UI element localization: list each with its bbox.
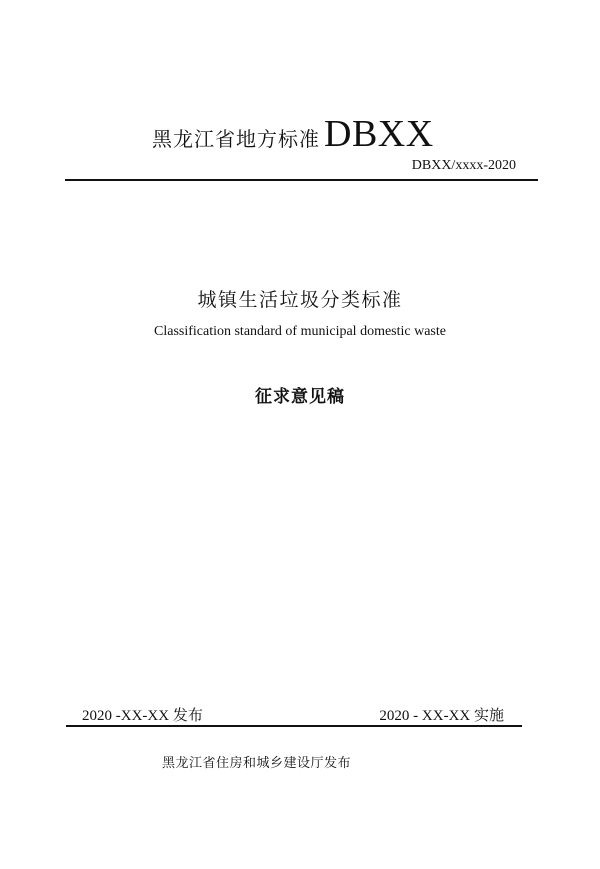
draft-status-label: 征求意见稿 [255,387,345,407]
publish-date: 2020 -XX-XX 发布 [82,708,203,724]
implementation-date: 2020 - XX-XX 实施 [379,708,504,724]
standard-header [152,112,434,156]
document-title: 城镇生活垃圾分类标准 [197,289,403,311]
footer-divider [66,725,522,727]
standard-code: DBXX [324,113,434,155]
standard-category: 黑龙江省地方标准 [152,127,320,151]
header-divider [65,179,538,181]
issuing-authority: 黑龙江省住房和城乡建设厅发布 [162,756,352,771]
document-number: DBXX/xxxx-2020 [411,158,516,173]
document-title-english: Classification standard of municipal domestic waste [154,324,446,339]
